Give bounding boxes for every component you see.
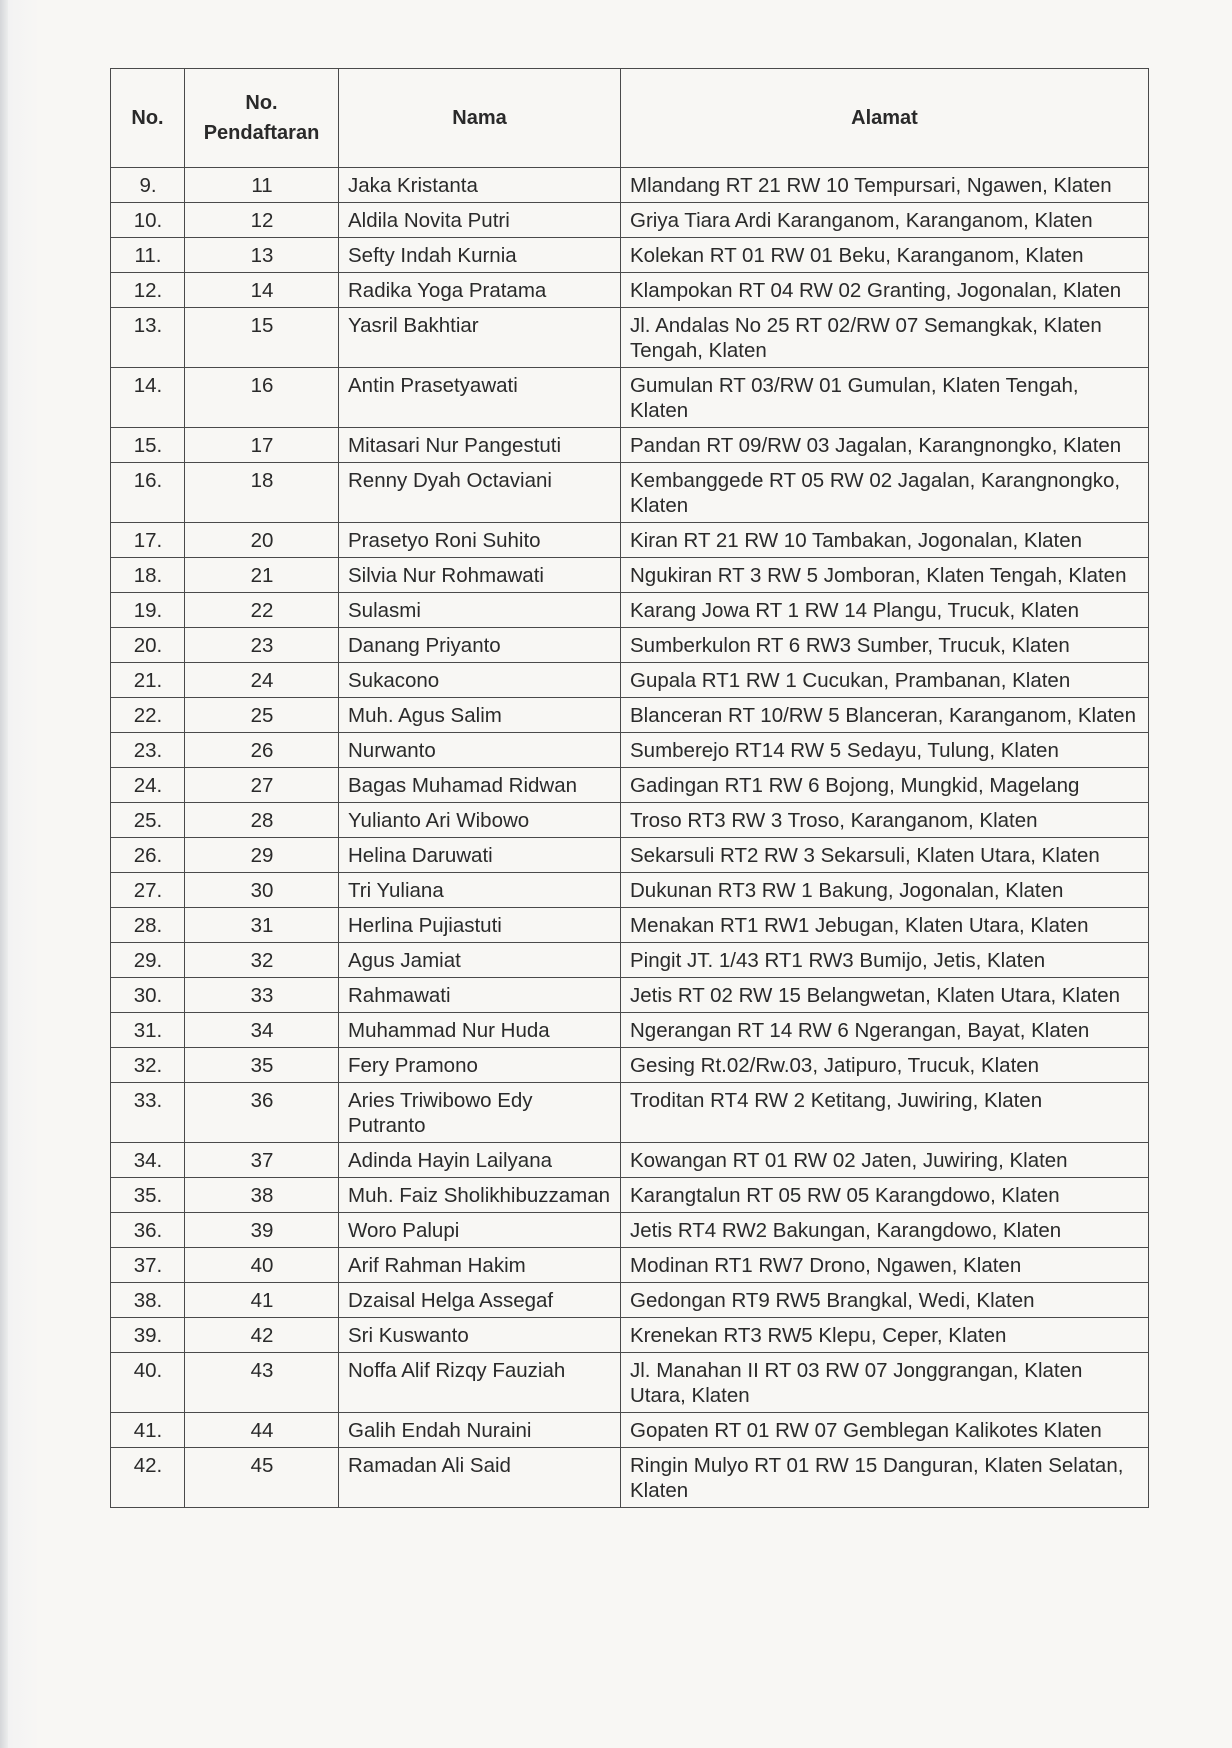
scan-edge-shadow [0, 0, 8, 1748]
address-cell: Gesing Rt.02/Rw.03, Jatipuro, Trucuk, Klaten [621, 1048, 1149, 1083]
registration-number-cell: 38 [185, 1178, 339, 1213]
name-cell: Renny Dyah Octaviani [339, 463, 621, 523]
name-cell: Agus Jamiat [339, 943, 621, 978]
table-row [111, 768, 1149, 803]
row-number-cell: 20. [111, 628, 185, 663]
address-cell: Troditan RT4 RW 2 Ketitang, Juwiring, Klaten [621, 1083, 1149, 1143]
registration-number-cell: 15 [185, 308, 339, 368]
table-row [111, 558, 1149, 593]
registration-number-cell: 31 [185, 908, 339, 943]
registration-number-cell: 16 [185, 368, 339, 428]
registration-number-cell: 14 [185, 273, 339, 308]
row-number-cell: 28. [111, 908, 185, 943]
registration-number-cell: 18 [185, 463, 339, 523]
table-row [111, 908, 1149, 943]
name-cell: Muh. Faiz Sholikhibuzzaman [339, 1178, 621, 1213]
row-number-cell: 40. [111, 1353, 185, 1413]
row-number-cell: 18. [111, 558, 185, 593]
row-number-cell: 22. [111, 698, 185, 733]
address-cell: Sekarsuli RT2 RW 3 Sekarsuli, Klaten Utara, Klaten [621, 838, 1149, 873]
registration-number-cell: 11 [185, 168, 339, 203]
row-number-cell: 34. [111, 1143, 185, 1178]
address-cell: Jetis RT4 RW2 Bakungan, Karangdowo, Klaten [621, 1213, 1149, 1248]
row-number-cell: 14. [111, 368, 185, 428]
name-cell: Galih Endah Nuraini [339, 1413, 621, 1448]
row-number-cell: 23. [111, 733, 185, 768]
registration-number-cell: 33 [185, 978, 339, 1013]
address-cell: Gumulan RT 03/RW 01 Gumulan, Klaten Tengah, Klaten [621, 368, 1149, 428]
row-number-cell: 10. [111, 203, 185, 238]
address-cell: Dukunan RT3 RW 1 Bakung, Jogonalan, Klaten [621, 873, 1149, 908]
registration-number-cell: 32 [185, 943, 339, 978]
table-row [111, 1213, 1149, 1248]
registration-number-cell: 24 [185, 663, 339, 698]
row-number-cell: 37. [111, 1248, 185, 1283]
name-cell: Adinda Hayin Lailyana [339, 1143, 621, 1178]
table-row [111, 1083, 1149, 1143]
row-number-cell: 12. [111, 273, 185, 308]
table-row [111, 873, 1149, 908]
table-row [111, 273, 1149, 308]
registration-number-cell: 21 [185, 558, 339, 593]
address-cell: Gupala RT1 RW 1 Cucukan, Prambanan, Klaten [621, 663, 1149, 698]
table-row [111, 308, 1149, 368]
header-row [111, 69, 1149, 168]
registration-number-cell: 23 [185, 628, 339, 663]
table-row [111, 523, 1149, 558]
name-cell: Aldila Novita Putri [339, 203, 621, 238]
name-cell: Bagas Muhamad Ridwan [339, 768, 621, 803]
address-cell: Gadingan RT1 RW 6 Bojong, Mungkid, Magelang [621, 768, 1149, 803]
table-row [111, 1143, 1149, 1178]
table-row [111, 803, 1149, 838]
table-row [111, 978, 1149, 1013]
table-row [111, 428, 1149, 463]
row-number-cell: 15. [111, 428, 185, 463]
registration-number-cell: 13 [185, 238, 339, 273]
row-number-cell: 31. [111, 1013, 185, 1048]
address-cell: Menakan RT1 RW1 Jebugan, Klaten Utara, Klaten [621, 908, 1149, 943]
header-address: Alamat [621, 69, 1149, 168]
table-row [111, 463, 1149, 523]
registration-number-cell: 45 [185, 1448, 339, 1508]
table-row [111, 1318, 1149, 1353]
table-row [111, 168, 1149, 203]
row-number-cell: 32. [111, 1048, 185, 1083]
registration-number-cell: 20 [185, 523, 339, 558]
table-row [111, 1178, 1149, 1213]
name-cell: Danang Priyanto [339, 628, 621, 663]
row-number-cell: 25. [111, 803, 185, 838]
registration-number-cell: 41 [185, 1283, 339, 1318]
address-cell: Sumberejo RT14 RW 5 Sedayu, Tulung, Klaten [621, 733, 1149, 768]
name-cell: Rahmawati [339, 978, 621, 1013]
registration-number-cell: 40 [185, 1248, 339, 1283]
table-row [111, 1413, 1149, 1448]
table-header [111, 69, 1149, 168]
name-cell: Sulasmi [339, 593, 621, 628]
registration-number-cell: 27 [185, 768, 339, 803]
address-cell: Kiran RT 21 RW 10 Tambakan, Jogonalan, Klaten [621, 523, 1149, 558]
address-cell: Karangtalun RT 05 RW 05 Karangdowo, Klaten [621, 1178, 1149, 1213]
row-number-cell: 29. [111, 943, 185, 978]
name-cell: Mitasari Nur Pangestuti [339, 428, 621, 463]
address-cell: Klampokan RT 04 RW 02 Granting, Jogonalan, Klaten [621, 273, 1149, 308]
name-cell: Tri Yuliana [339, 873, 621, 908]
table-row [111, 838, 1149, 873]
row-number-cell: 39. [111, 1318, 185, 1353]
table-row [111, 1353, 1149, 1413]
address-cell: Blanceran RT 10/RW 5 Blanceran, Karanganom, Klaten [621, 698, 1149, 733]
table-row [111, 368, 1149, 428]
name-cell: Fery Pramono [339, 1048, 621, 1083]
name-cell: Sri Kuswanto [339, 1318, 621, 1353]
row-number-cell: 33. [111, 1083, 185, 1143]
table-row [111, 238, 1149, 273]
table-row [111, 1048, 1149, 1083]
name-cell: Nurwanto [339, 733, 621, 768]
header-name: Nama [339, 69, 621, 168]
address-cell: Kolekan RT 01 RW 01 Beku, Karanganom, Klaten [621, 238, 1149, 273]
address-cell: Ngukiran RT 3 RW 5 Jomboran, Klaten Tengah, Klaten [621, 558, 1149, 593]
table-row [111, 628, 1149, 663]
name-cell: Muhammad Nur Huda [339, 1013, 621, 1048]
name-cell: Ramadan Ali Said [339, 1448, 621, 1508]
address-cell: Krenekan RT3 RW5 Klepu, Ceper, Klaten [621, 1318, 1149, 1353]
table-body [111, 168, 1149, 1508]
name-cell: Sefty Indah Kurnia [339, 238, 621, 273]
name-cell: Radika Yoga Pratama [339, 273, 621, 308]
registration-number-cell: 36 [185, 1083, 339, 1143]
table-row [111, 593, 1149, 628]
address-cell: Karang Jowa RT 1 RW 14 Plangu, Trucuk, Klaten [621, 593, 1149, 628]
row-number-cell: 30. [111, 978, 185, 1013]
table-row [111, 943, 1149, 978]
row-number-cell: 35. [111, 1178, 185, 1213]
row-number-cell: 11. [111, 238, 185, 273]
name-cell: Helina Daruwati [339, 838, 621, 873]
row-number-cell: 36. [111, 1213, 185, 1248]
address-cell: Mlandang RT 21 RW 10 Tempursari, Ngawen, Klaten [621, 168, 1149, 203]
registration-number-cell: 17 [185, 428, 339, 463]
name-cell: Aries Triwibowo Edy Putranto [339, 1083, 621, 1143]
registration-number-cell: 28 [185, 803, 339, 838]
registration-number-cell: 26 [185, 733, 339, 768]
registration-number-cell: 44 [185, 1413, 339, 1448]
registration-number-cell: 37 [185, 1143, 339, 1178]
row-number-cell: 9. [111, 168, 185, 203]
row-number-cell: 27. [111, 873, 185, 908]
table-row [111, 698, 1149, 733]
address-cell: Griya Tiara Ardi Karanganom, Karanganom, Klaten [621, 203, 1149, 238]
table-row [111, 1013, 1149, 1048]
address-cell: Modinan RT1 RW7 Drono, Ngawen, Klaten [621, 1248, 1149, 1283]
registration-number-cell: 30 [185, 873, 339, 908]
name-cell: Yulianto Ari Wibowo [339, 803, 621, 838]
name-cell: Muh. Agus Salim [339, 698, 621, 733]
address-cell: Gopaten RT 01 RW 07 Gemblegan Kalikotes Klaten [621, 1413, 1149, 1448]
table-row [111, 663, 1149, 698]
name-cell: Jaka Kristanta [339, 168, 621, 203]
registration-number-cell: 34 [185, 1013, 339, 1048]
registration-number-cell: 22 [185, 593, 339, 628]
address-cell: Jl. Manahan II RT 03 RW 07 Jonggrangan, Klaten Utara, Klaten [621, 1353, 1149, 1413]
table-row [111, 733, 1149, 768]
table-row [111, 1248, 1149, 1283]
row-number-cell: 26. [111, 838, 185, 873]
name-cell: Noffa Alif Rizqy Fauziah [339, 1353, 621, 1413]
table-row [111, 1283, 1149, 1318]
address-cell: Ngerangan RT 14 RW 6 Ngerangan, Bayat, Klaten [621, 1013, 1149, 1048]
row-number-cell: 21. [111, 663, 185, 698]
row-number-cell: 17. [111, 523, 185, 558]
registration-number-cell: 25 [185, 698, 339, 733]
address-cell: Gedongan RT9 RW5 Brangkal, Wedi, Klaten [621, 1283, 1149, 1318]
name-cell: Herlina Pujiastuti [339, 908, 621, 943]
row-number-cell: 42. [111, 1448, 185, 1508]
address-cell: Jetis RT 02 RW 15 Belangwetan, Klaten Utara, Klaten [621, 978, 1149, 1013]
address-cell: Kowangan RT 01 RW 02 Jaten, Juwiring, Klaten [621, 1143, 1149, 1178]
name-cell: Dzaisal Helga Assegaf [339, 1283, 621, 1318]
address-cell: Sumberkulon RT 6 RW3 Sumber, Trucuk, Klaten [621, 628, 1149, 663]
row-number-cell: 24. [111, 768, 185, 803]
row-number-cell: 41. [111, 1413, 185, 1448]
name-cell: Yasril Bakhtiar [339, 308, 621, 368]
address-cell: Troso RT3 RW 3 Troso, Karanganom, Klaten [621, 803, 1149, 838]
header-no: No. [111, 69, 185, 168]
registration-number-cell: 29 [185, 838, 339, 873]
row-number-cell: 13. [111, 308, 185, 368]
address-cell: Ringin Mulyo RT 01 RW 15 Danguran, Klaten Selatan, Klaten [621, 1448, 1149, 1508]
registration-table [110, 68, 1149, 1508]
name-cell: Antin Prasetyawati [339, 368, 621, 428]
registration-number-cell: 39 [185, 1213, 339, 1248]
registration-number-cell: 35 [185, 1048, 339, 1083]
name-cell: Sukacono [339, 663, 621, 698]
address-cell: Kembanggede RT 05 RW 02 Jagalan, Karangnongko, Klaten [621, 463, 1149, 523]
name-cell: Silvia Nur Rohmawati [339, 558, 621, 593]
row-number-cell: 38. [111, 1283, 185, 1318]
table-row [111, 203, 1149, 238]
name-cell: Arif Rahman Hakim [339, 1248, 621, 1283]
row-number-cell: 19. [111, 593, 185, 628]
address-cell: Pandan RT 09/RW 03 Jagalan, Karangnongko, Klaten [621, 428, 1149, 463]
address-cell: Pingit JT. 1/43 RT1 RW3 Bumijo, Jetis, Klaten [621, 943, 1149, 978]
registration-number-cell: 43 [185, 1353, 339, 1413]
name-cell: Woro Palupi [339, 1213, 621, 1248]
registration-number-cell: 42 [185, 1318, 339, 1353]
header-registration-number: No. Pendaftaran [185, 69, 339, 168]
address-cell: Jl. Andalas No 25 RT 02/RW 07 Semangkak, Klaten Tengah, Klaten [621, 308, 1149, 368]
row-number-cell: 16. [111, 463, 185, 523]
name-cell: Prasetyo Roni Suhito [339, 523, 621, 558]
registration-number-cell: 12 [185, 203, 339, 238]
table-row [111, 1448, 1149, 1508]
